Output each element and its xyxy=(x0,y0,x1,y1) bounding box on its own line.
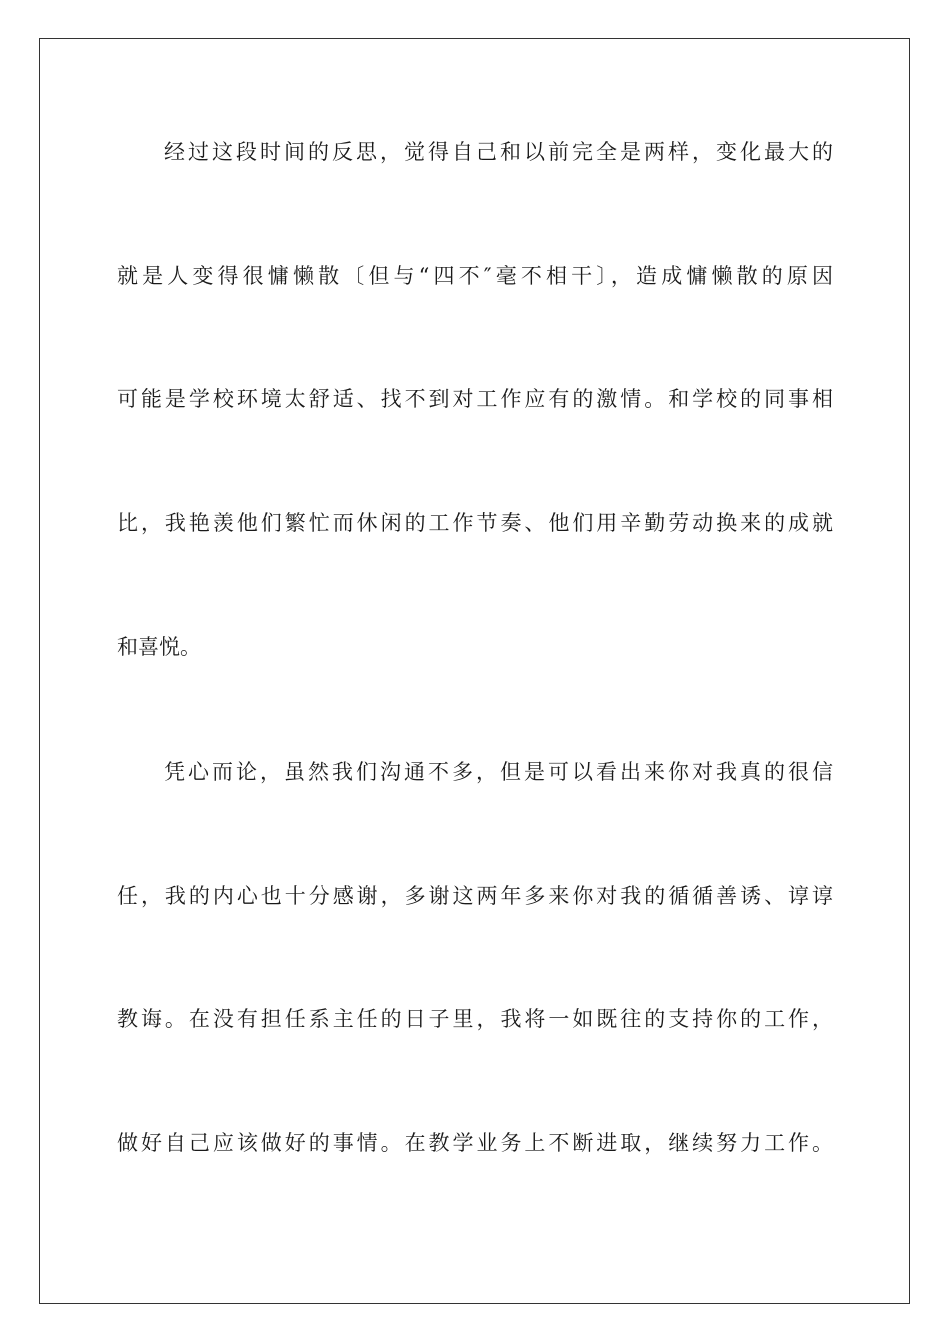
paragraph-line: 可能是学校环境太舒适、找不到对工作应有的激情。和学校的同事相 xyxy=(117,387,833,411)
paragraph-line: 比，我艳羡他们繁忙而休闲的工作节奏、他们用辛勤劳动换来的成就 xyxy=(117,511,833,535)
paragraph-line: 任，我的内心也十分感谢，多谢这两年多来你对我的循循善诱、谆谆 xyxy=(117,884,833,908)
paragraph-line: 就是人变得很慵懒散〔但与“四不″毫不相干〕，造成慵懒散的原因 xyxy=(117,264,833,288)
paragraph-line: 凭心而论，虽然我们沟通不多，但是可以看出来你对我真的很信 xyxy=(164,760,833,784)
paragraph-line: 和喜悦。 xyxy=(117,635,201,659)
paragraph-line: 做好自己应该做好的事情。在教学业务上不断进取，继续努力工作。 xyxy=(117,1131,833,1155)
paragraph-line: 经过这段时间的反思，觉得自己和以前完全是两样，变化最大的 xyxy=(164,140,833,164)
paragraph-line: 教诲。在没有担任系主任的日子里，我将一如既往的支持你的工作， xyxy=(117,1007,833,1031)
page-border xyxy=(39,38,910,1304)
